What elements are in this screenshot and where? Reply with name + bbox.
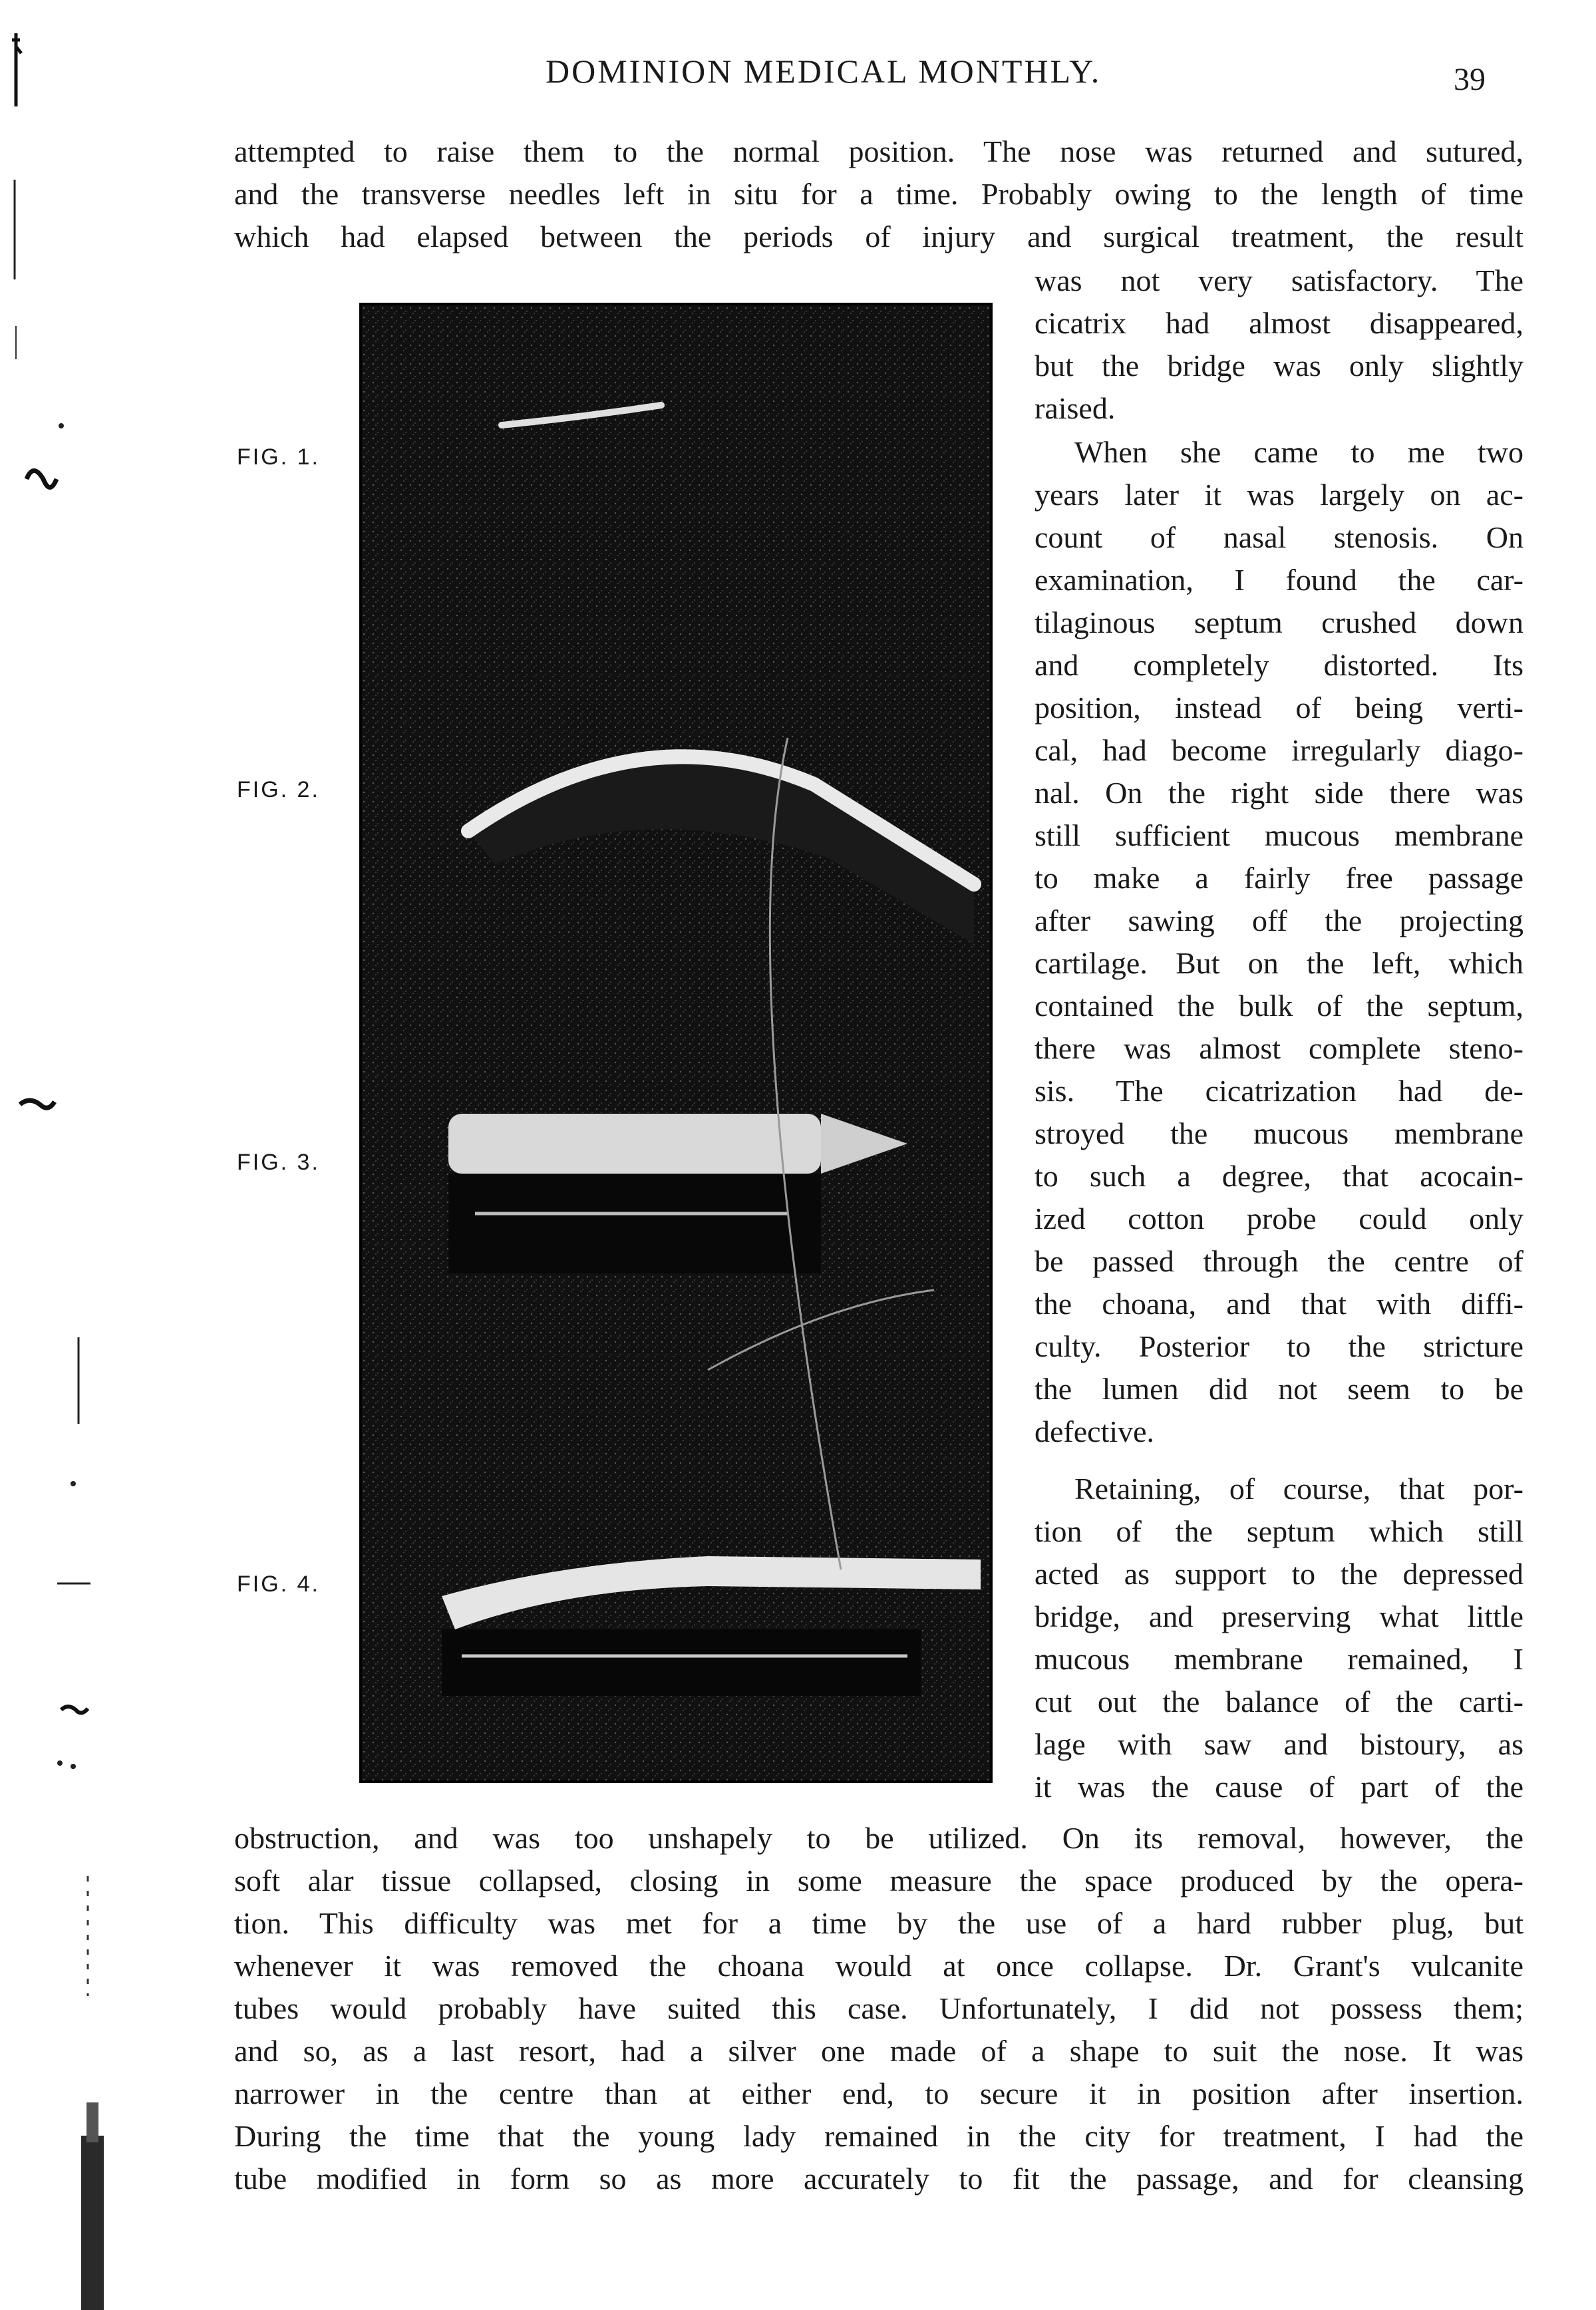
text-line: soft alar tissue collapsed, closing in some measure the space produced by the opera- xyxy=(234,1864,1523,1898)
text-line: was not very satisfactory. The xyxy=(1035,263,1523,297)
text-line: cal, had become irregularly diago- xyxy=(1035,733,1523,767)
text-line: count of nasal stenosis. On xyxy=(1035,520,1523,554)
figure-plate xyxy=(359,303,993,1783)
text-line: raised. xyxy=(1035,391,1116,425)
nasal-tubes-photograph xyxy=(362,305,990,1780)
text-line: lage with saw and bistoury, as xyxy=(1035,1727,1523,1761)
text-line: and the transverse needles left in situ for a time. Probably owing to the length of time xyxy=(234,177,1523,211)
text-line: When she came to me two xyxy=(1074,435,1523,469)
binding-edge-marks xyxy=(0,0,133,2310)
text-line: ized cotton probe could only xyxy=(1035,1202,1523,1236)
text-line: cicatrix had almost disappeared, xyxy=(1035,306,1523,340)
text-line: mucous membrane remained, I xyxy=(1035,1642,1523,1676)
text-line: after sawing off the projecting xyxy=(1035,904,1523,937)
text-line: tubes would probably have suited this case. Unfortunately, I did not possess them; xyxy=(234,1991,1523,2025)
text-line: tion of the septum which still xyxy=(1035,1514,1523,1548)
text-line: position, instead of being verti- xyxy=(1035,691,1523,725)
text-line: it was the cause of part of the xyxy=(1035,1770,1523,1804)
text-line: cartilage. But on the left, which xyxy=(1035,946,1523,980)
text-line: which had elapsed between the periods of injury and surgical treatment, the result xyxy=(234,220,1523,253)
figure-label-1: FIG. 1. xyxy=(237,444,320,470)
text-line: the choana, and that with diffi- xyxy=(1035,1287,1523,1321)
text-line: obstruction, and was too unshapely to be utilized. On its removal, however, the xyxy=(234,1821,1523,1855)
text-line: years later it was largely on ac- xyxy=(1035,478,1523,512)
text-line: stroyed the mucous membrane xyxy=(1035,1116,1523,1150)
text-line: contained the bulk of the septum, xyxy=(1035,989,1523,1023)
text-line: acted as support to the depressed xyxy=(1035,1557,1523,1591)
running-head xyxy=(0,52,1596,105)
text-line: tion. This difficulty was met for a time by the use of a hard rubber plug, but xyxy=(234,1906,1523,1940)
journal-title: DOMINION MEDICAL MONTHLY. xyxy=(546,53,1102,90)
text-line: tilaginous septum crushed down xyxy=(1035,605,1523,639)
text-line: there was almost complete steno- xyxy=(1035,1031,1523,1065)
text-line: defective. xyxy=(1035,1414,1155,1448)
text-line: be passed through the centre of xyxy=(1035,1244,1523,1278)
text-line: to such a degree, that acocain- xyxy=(1035,1159,1523,1193)
text-line: sis. The cicatrization had de- xyxy=(1035,1074,1523,1108)
page-number: 39 xyxy=(1454,62,1486,97)
text-line: and so, as a last resort, had a silver one made of a shape to suit the nose. It was xyxy=(234,2034,1523,2068)
text-line: whenever it was removed the choana would at once collapse. Dr. Grant's vulcanite xyxy=(234,1949,1523,1983)
text-line: tube modified in form so as more accurately to fit the passage, and for cleansing xyxy=(234,2162,1523,2196)
text-line: nal. On the right side there was xyxy=(1035,776,1523,810)
text-line: and completely distorted. Its xyxy=(1035,648,1523,682)
figure-label-2: FIG. 2. xyxy=(237,777,320,802)
text-line: During the time that the young lady remained in the city for treatment, I had the xyxy=(234,2119,1523,2153)
figure-label-4: FIG. 4. xyxy=(237,1571,320,1597)
text-line: bridge, and preserving what little xyxy=(1035,1599,1523,1633)
text-line: examination, I found the car- xyxy=(1035,563,1523,597)
figure-label-3: FIG. 3. xyxy=(237,1150,320,1175)
text-line: narrower in the centre than at either end, to secure it in position after insertion. xyxy=(234,2076,1523,2110)
text-line: the lumen did not seem to be xyxy=(1035,1372,1523,1406)
text-line: to make a fairly free passage xyxy=(1035,861,1523,895)
text-line: cut out the balance of the carti- xyxy=(1035,1685,1523,1719)
text-line: attempted to raise them to the normal position. The nose was returned and sutured, xyxy=(234,134,1523,168)
text-line: Retaining, of course, that por- xyxy=(1074,1472,1523,1506)
text-line: still sufficient mucous membrane xyxy=(1035,818,1523,852)
text-line: culty. Posterior to the stricture xyxy=(1035,1329,1523,1363)
text-line: but the bridge was only slightly xyxy=(1035,349,1523,383)
